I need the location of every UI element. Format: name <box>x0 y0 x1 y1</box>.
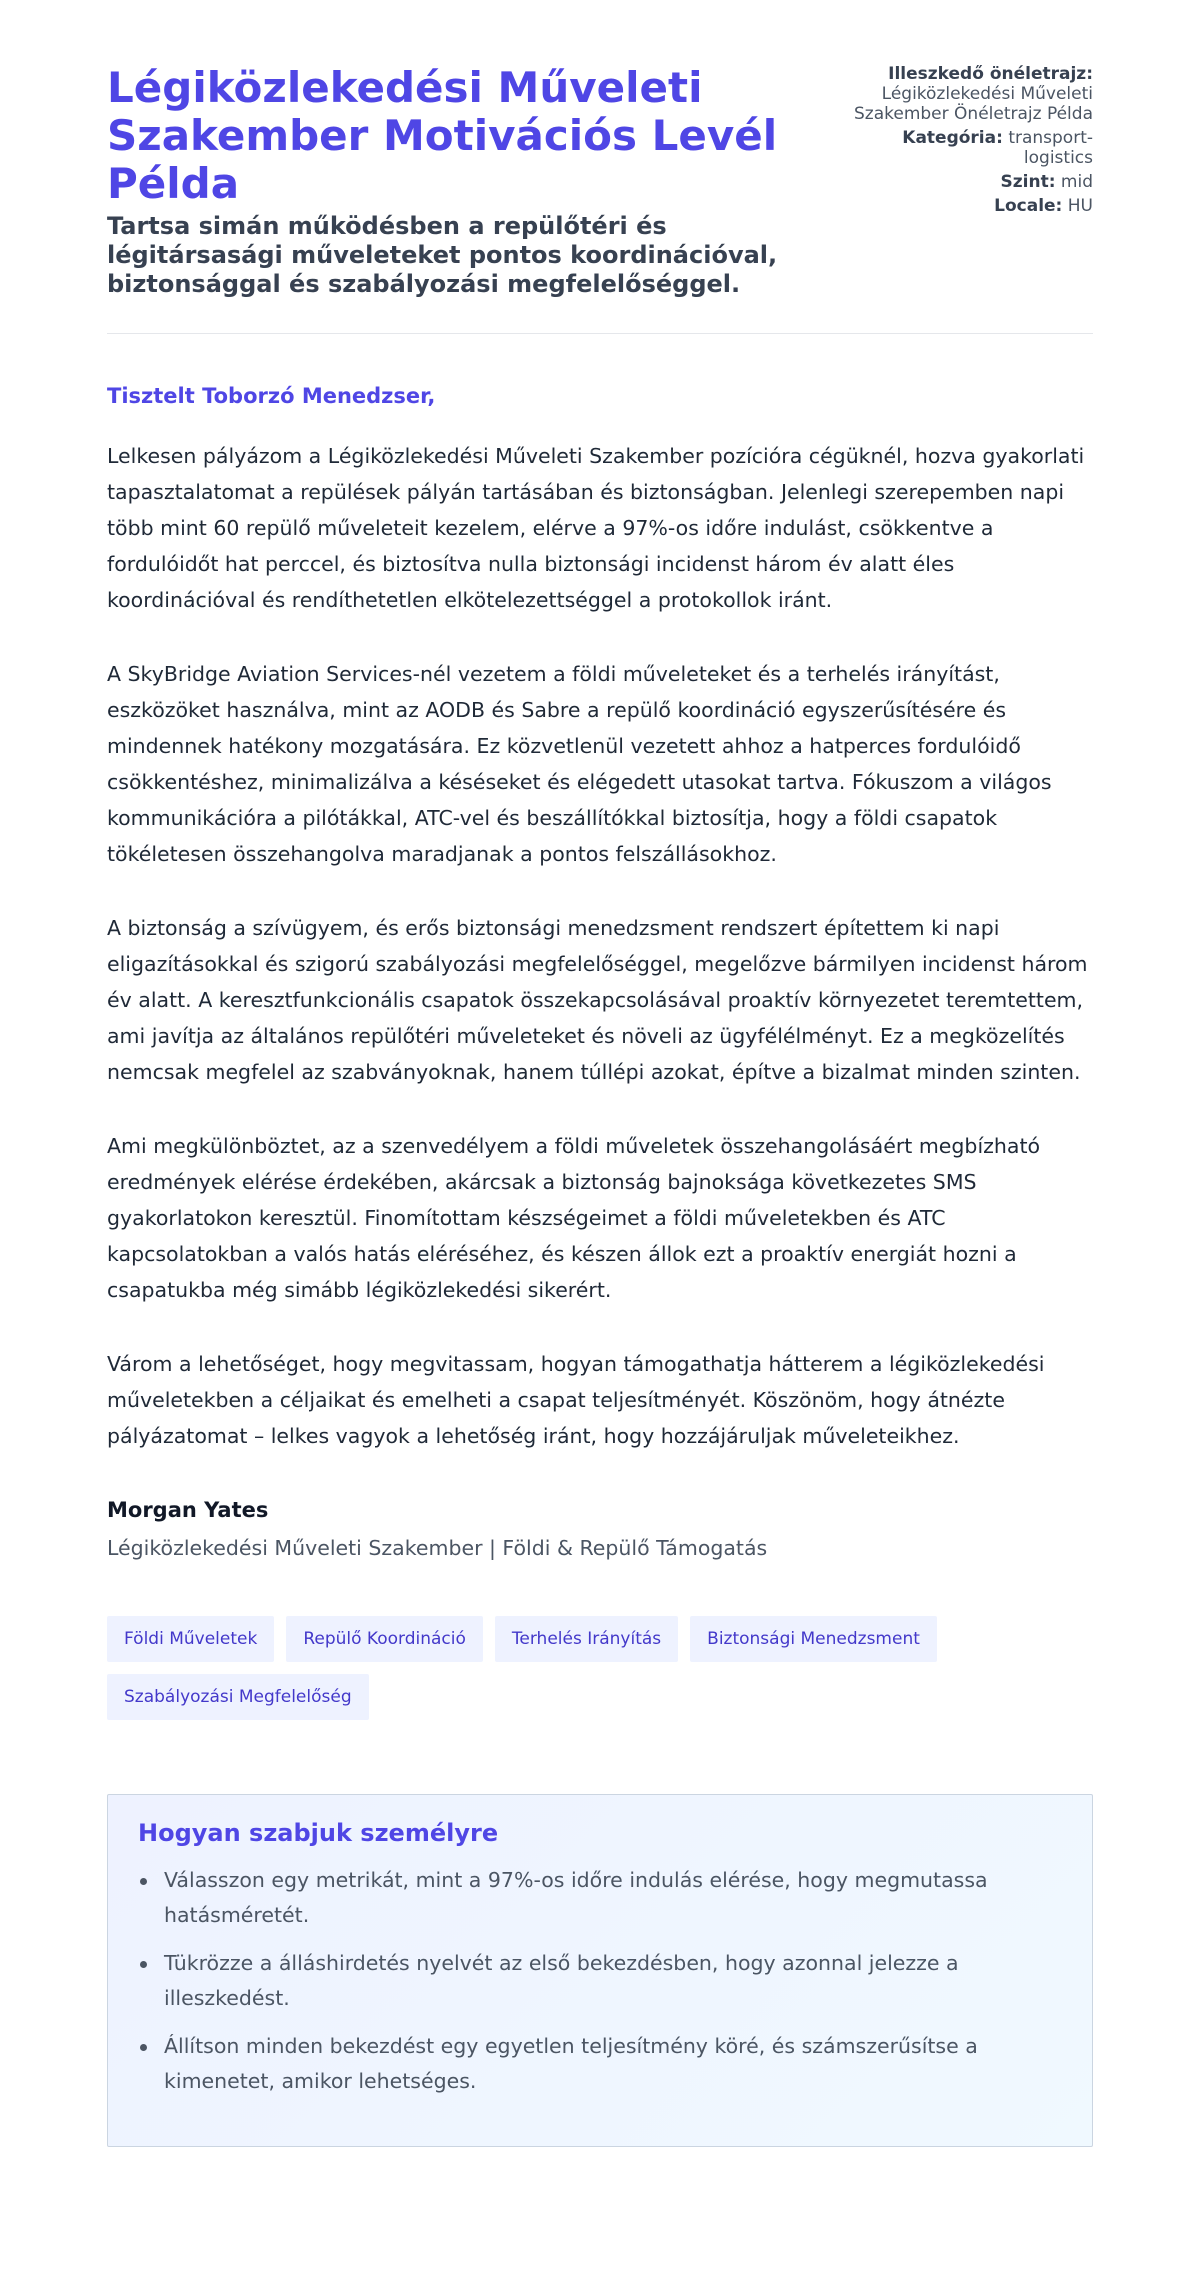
page-header <box>107 64 1093 334</box>
tips-list-item: Állítson minden bekezdést egy egyetlen teljesítmény köré, és számszerűsítse a kimenetet, amikor lehetséges. <box>138 2029 1062 2099</box>
meta-locale <box>853 196 1093 216</box>
meta-level-label: Szint: <box>1000 172 1056 192</box>
meta-level <box>853 172 1093 192</box>
meta-category-value: transport-logistics <box>1008 128 1093 168</box>
meta-category-label: Kategória: <box>902 128 1003 148</box>
tips-title: Hogyan szabjuk személyre <box>138 1819 499 1847</box>
page-title: Légiközlekedési Műveleti Szakember Motivációs Levél Példa <box>107 63 778 208</box>
letter-greeting: Tisztelt Toborzó Menedzser, <box>107 384 436 408</box>
customization-tips-box <box>107 1794 1093 2147</box>
skill-tag: Földi Műveletek <box>107 1616 274 1662</box>
letter-paragraph: A biztonság a szívügyem, és erős biztonsági menedzsment rendszert építettem ki napi eligazításokkal és szigorú szabályozási megfelelőséggel, megelőzve bármilyen incidenst három év alatt. A keresztfunkcionális csapatok összekapcsolásával proaktív környezetet teremtettem, ami javítja az általános repülőtéri műveleteket és növeli az ügyfélélményt. Ez a megközelítés nemcsak megfelel az szabványoknak, hanem túllépi azokat, építve a bizalmat minden szinten. <box>107 916 1088 1084</box>
tips-list-item: Válasszon egy metrikát, mint a 97%-os időre indulás elérése, hogy megmutassa hatásméretét. <box>138 1863 1062 1933</box>
meta-level-value: mid <box>1060 172 1093 192</box>
meta-category <box>853 128 1093 168</box>
tips-list <box>138 1863 1062 2099</box>
meta-info <box>853 64 1093 220</box>
meta-resume-label: Illeszkedő önéletrajz: <box>888 64 1093 84</box>
tips-list-item: Tükrözze a álláshirdetés nyelvét az első bekezdésben, hogy azonnal jelezze a illeszkedést. <box>138 1946 1062 2016</box>
meta-locale-value: HU <box>1067 196 1093 216</box>
meta-resume <box>853 64 1093 124</box>
letter-paragraph: A SkyBridge Aviation Services-nél vezetem a földi műveleteket és a terhelés irányítást, eszközöket használva, mint az AODB és Sabre a repülő koordináció egyszerűsítésére és mindennek hatékony mozgatására. Ez közvetlenül vezetett ahhoz a hatperces fordulóidő csökkentéshez, minimalizálva a késéseket és elégedett utasokat tartva. Fókuszom a világos kommunikációra a pilótákkal, ATC-vel és beszállítókkal biztosítja, hogy a földi csapatok tökéletesen összehangolva maradjanak a pontos felszállásokhoz. <box>107 662 1052 866</box>
signature-role: Légiközlekedési Műveleti Szakember | Földi & Repülő Támogatás <box>107 1536 768 1560</box>
skill-tag: Terhelés Irányítás <box>495 1616 678 1662</box>
letter-paragraph: Várom a lehetőséget, hogy megvitassam, hogyan támogathatja hátterem a légiközlekedési műveletekben a céljaikat és emelheti a csapat teljesítményét. Köszönöm, hogy átnézte pályázatomat – lelkes vagyok a lehetőség iránt, hogy hozzájáruljak műveleteikhez. <box>107 1352 1045 1448</box>
signature-name: Morgan Yates <box>107 1498 269 1522</box>
letter-paragraph: Ami megkülönböztet, az a szenvedélyem a földi műveletek összehangolásáért megbízható eredmények elérése érdekében, akárcsak a biztonság bajnoksága következetes SMS gyakorlatokon keresztül. Finomítottam készségeimet a földi műveletekben és ATC kapcsolatokban a valós hatás eléréséhez, és készen állok ezt a proaktív energiát hozni a csapatukba még simább légiközlekedési sikerért. <box>107 1134 1041 1302</box>
header-titles <box>107 64 837 299</box>
meta-resume-value: Légiközlekedési Műveleti Szakember Önéletrajz Példa <box>854 84 1093 124</box>
skill-tag: Biztonsági Menedzsment <box>690 1616 937 1662</box>
skill-tags <box>107 1616 1093 1720</box>
meta-locale-label: Locale: <box>994 196 1063 216</box>
letter-paragraph: Lelkesen pályázom a Légiközlekedési Műveleti Szakember pozícióra cégüknél, hozva gyakorlati tapasztalatomat a repülések pályán tartásában és biztonságban. Jelenlegi szerepemben napi több mint 60 repülő műveleteit kezelem, elérve a 97%-os időre indulást, csökkentve a fordulóidőt hat perccel, és biztosítva nulla biztonsági incidenst három év alatt éles koordinációval és rendíthetetlen elkötelezettséggel a protokollok iránt. <box>107 444 1085 612</box>
skill-tag: Repülő Koordináció <box>286 1616 483 1662</box>
signature-block <box>107 1498 1093 1560</box>
page-subtitle: Tartsa simán működésben a repülőtéri és légitársasági műveleteket pontos koordinációval, biztonsággal és szabályozási megfelelőséggel. <box>107 212 778 298</box>
skill-tag: Szabályozási Megfelelőség <box>107 1674 369 1720</box>
letter-body <box>107 438 1093 1454</box>
